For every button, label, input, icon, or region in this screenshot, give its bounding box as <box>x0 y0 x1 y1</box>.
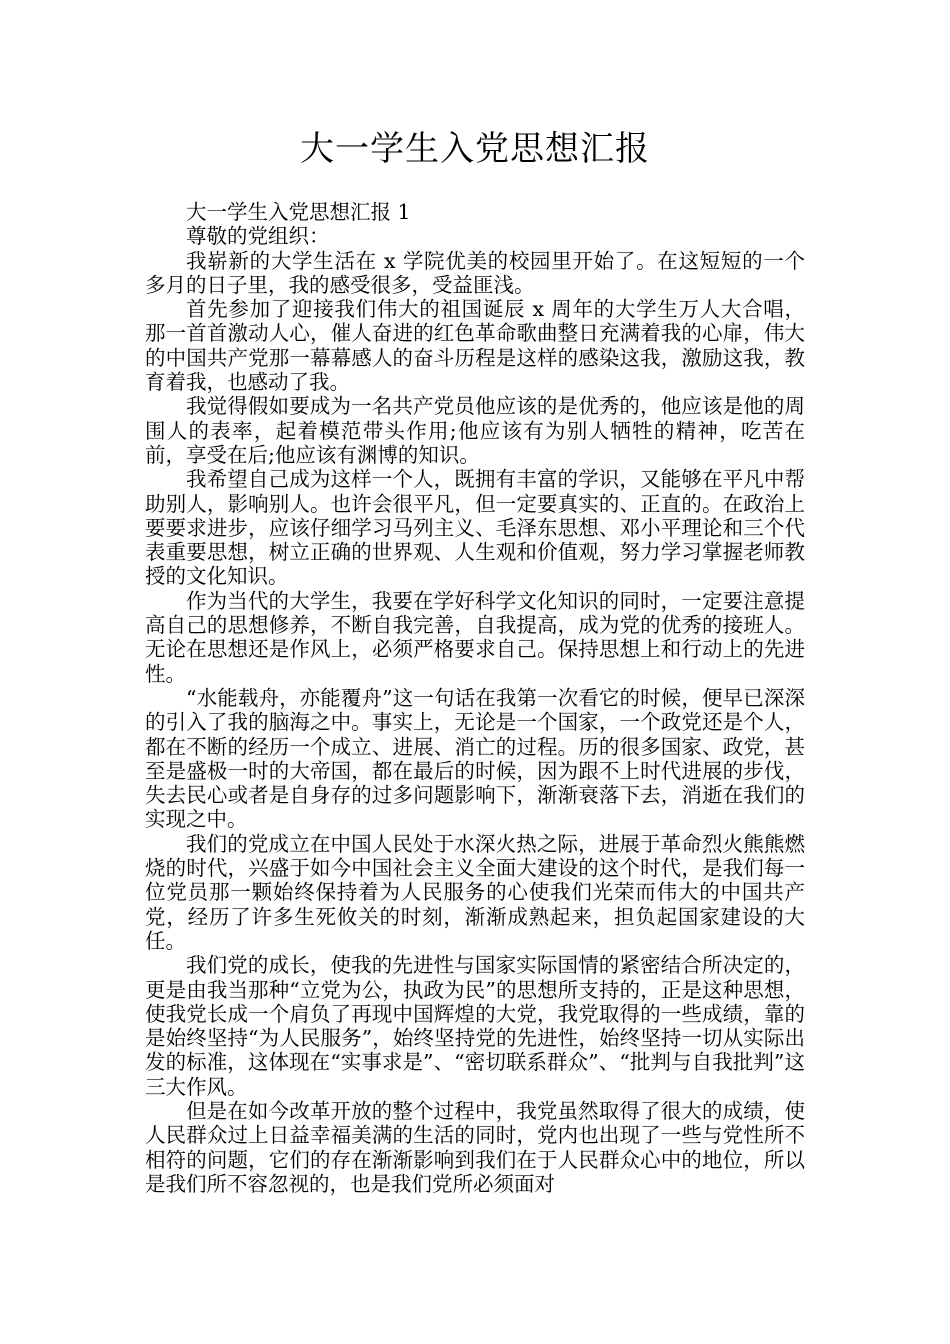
paragraph-heading: 大一学生入党思想汇报 1 <box>186 200 411 224</box>
paragraph: 作为当代的大学生，我要在学好科学文化知识的同时，一定要注意提高自己的思想修养，不断自我完善，自我提高，成为党的优秀的接班人。无论在思想还是作风上，必须严格要求自己。保持思想上和行动上的先进性。 <box>145 588 805 686</box>
paragraph: 我们党的成长，使我的先进性与国家实际国情的紧密结合所决定的，更是由我当那种“立党为公，执政为民”的思想所支持的，正是这种思想，使我党长成一个肩负了再现中国辉煌的大党，我党取得的一些成绩，靠的是始终坚持“为人民服务”，始终坚持党的先进性，始终坚持一切从实际出发的标准，这体现在“实事求是”、“密切联系群众”、“批判与自我批判”这三大作风。 <box>145 953 805 1099</box>
paragraph: 但是在如今改革开放的整个过程中，我党虽然取得了很大的成绩，使人民群众过上日益幸福美满的生活的同时，党内也出现了一些与党性所不相符的问题，它们的存在渐渐影响到我们在于人民群众心中的地位，所以是我们所不容忽视的，也是我们党所必须面对 <box>145 1098 805 1196</box>
paragraph: 首先参加了迎接我们伟大的祖国诞辰 x 周年的大学生万人大合唱，那一首首激动人心，催人奋进的红色革命歌曲整日充满着我的心扉，伟大的中国共产党那一幕幕感人的奋斗历程是这样的感染这我，激励这我，教育着我，也感动了我。 <box>145 297 805 395</box>
paragraph-salutation: 尊敬的党组织： <box>186 224 330 249</box>
paragraph: 我觉得假如要成为一名共产党员他应该的是优秀的，他应该是他的周围人的表率，起着模范带头作用;他应该有为别人牺牲的精神，吃苦在前，享受在后;他应该有渊博的知识。 <box>145 394 805 467</box>
document-title: 大一学生入党思想汇报 <box>300 129 650 169</box>
paragraph: “水能载舟，亦能覆舟”这一句话在我第一次看它的时候，便早已深深的引入了我的脑海之中。事实上，无论是一个国家，一个政党还是个人，都在不断的经历一个成立、进展、消亡的过程。历的很多国家、政党，甚至是盛极一时的大帝国，都在最后的时候，因为跟不上时代进展的步伐，失去民心或者是自身存的过多问题影响下，渐渐衰落下去，消逝在我们的实现之中。 <box>145 685 805 832</box>
document-body <box>145 200 805 1196</box>
paragraph: 我们的党成立在中国人民处于水深火热之际，进展于革命烈火熊熊燃烧的时代，兴盛于如今中国社会主义全面大建设的这个时代，是我们每一位党员那一颗始终保持着为人民服务的心使我们光荣而伟大的中国共产党，经历了许多生死攸关的时刻，渐渐成熟起来，担负起国家建设的大任。 <box>145 831 805 953</box>
paragraph: 我崭新的大学生活在 x 学院优美的校园里开始了。在这短短的一个多月的日子里，我的感受很多，受益匪浅。 <box>145 248 805 297</box>
paragraph: 我希望自己成为这样一个人，既拥有丰富的学识，又能够在平凡中帮助别人，影响别人。也许会很平凡，但一定要真实的、正直的。在政治上要要求进步，应该仔细学习马列主义、毛泽东思想、邓小平理论和三个代表重要思想，树立正确的世界观、人生观和价值观，努力学习掌握老师教授的文化知识。 <box>145 467 805 589</box>
